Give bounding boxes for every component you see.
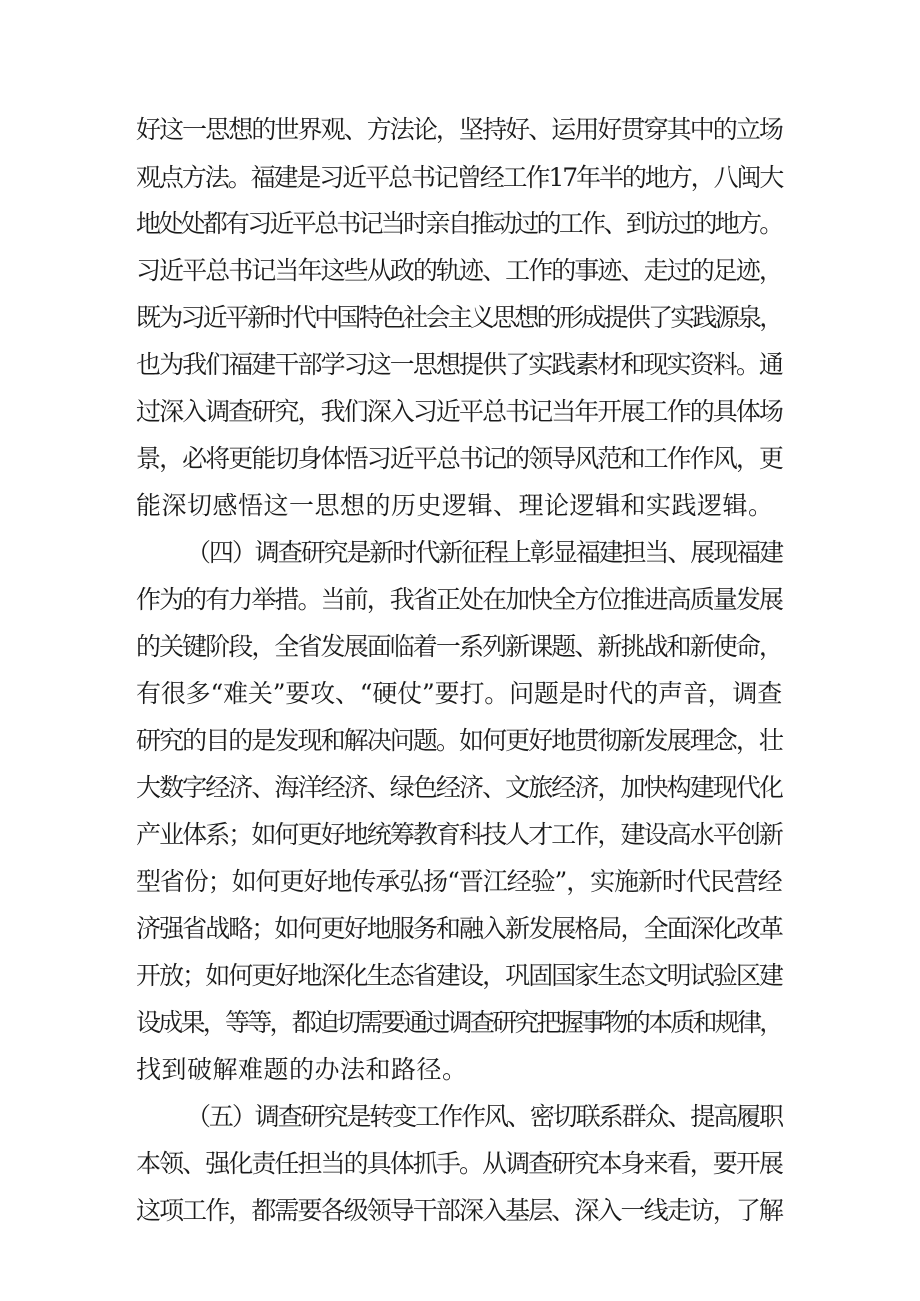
text-line: 地处处都有习近平总书记当时亲自推动过的工作、到访过的地方。 (136, 209, 782, 238)
text-line: 型省份；如何更好地传承弘扬“晋江经验”，实施新时代民营经 (136, 867, 782, 896)
text-line: 过深入调查研究，我们深入习近平总书记当年开展工作的具体场 (136, 397, 783, 426)
paragraph-heading-line: （五）调查研究是转变工作作风、密切联系群众、提高履职 (186, 1102, 783, 1131)
text-line: 大数字经济、海洋经济、绿色经济、文旅经济，加快构建现代化 (136, 773, 783, 802)
text-line: 也为我们福建干部学习这一思想提供了实践素材和现实资料。通 (136, 350, 783, 379)
text-line: 研究的目的是发现和解决问题。如何更好地贯彻新发展理念，壮 (136, 726, 783, 755)
text-line: 本领、强化责任担当的具体抓手。从调查研究本身来看，要开展 (136, 1149, 783, 1178)
paragraph-heading-line: （四）调查研究是新时代新征程上彰显福建担当、展现福建 (186, 538, 783, 567)
text-line: 的关键阶段，全省发展面临着一系列新课题、新挑战和新使命， (136, 632, 783, 661)
text-line: 作为的有力举措。当前，我省正处在加快全方位推进高质量发展 (136, 585, 783, 614)
text-line: 产业体系；如何更好地统筹教育科技人才工作，建设高水平创新 (136, 820, 783, 849)
text-line: 济强省战略；如何更好地服务和融入新发展格局，全面深化改革 (136, 914, 783, 943)
text-line: 找到破解难题的办法和路径。 (136, 1055, 468, 1084)
text-line: 能深切感悟这一思想的历史逻辑、理论逻辑和实践逻辑。 (136, 491, 774, 520)
text-line: 好这一思想的世界观、方法论，坚持好、运用好贯穿其中的立场 (136, 115, 783, 144)
text-line: 有很多“难关”要攻、“硬仗”要打。问题是时代的声音，调查 (136, 679, 783, 708)
text-line: 这项工作，都需要各级领导干部深入基层、深入一线走访，了解 (136, 1196, 783, 1225)
text-line: 开放；如何更好地深化生态省建设，巩固国家生态文明试验区建 (136, 961, 783, 990)
text-line: 景，必将更能切身体悟习近平总书记的领导风范和工作作风，更 (136, 444, 783, 473)
text-line: 设成果，等等，都迫切需要通过调查研究把握事物的本质和规律， (136, 1008, 782, 1037)
text-line: 既为习近平新时代中国特色社会主义思想的形成提供了实践源泉， (136, 303, 782, 332)
text-line: 观点方法。福建是习近平总书记曾经工作17年半的地方，八闽大 (136, 163, 783, 192)
text-line: 习近平总书记当年这些从政的轨迹、工作的事迹、走过的足迹， (136, 256, 783, 285)
